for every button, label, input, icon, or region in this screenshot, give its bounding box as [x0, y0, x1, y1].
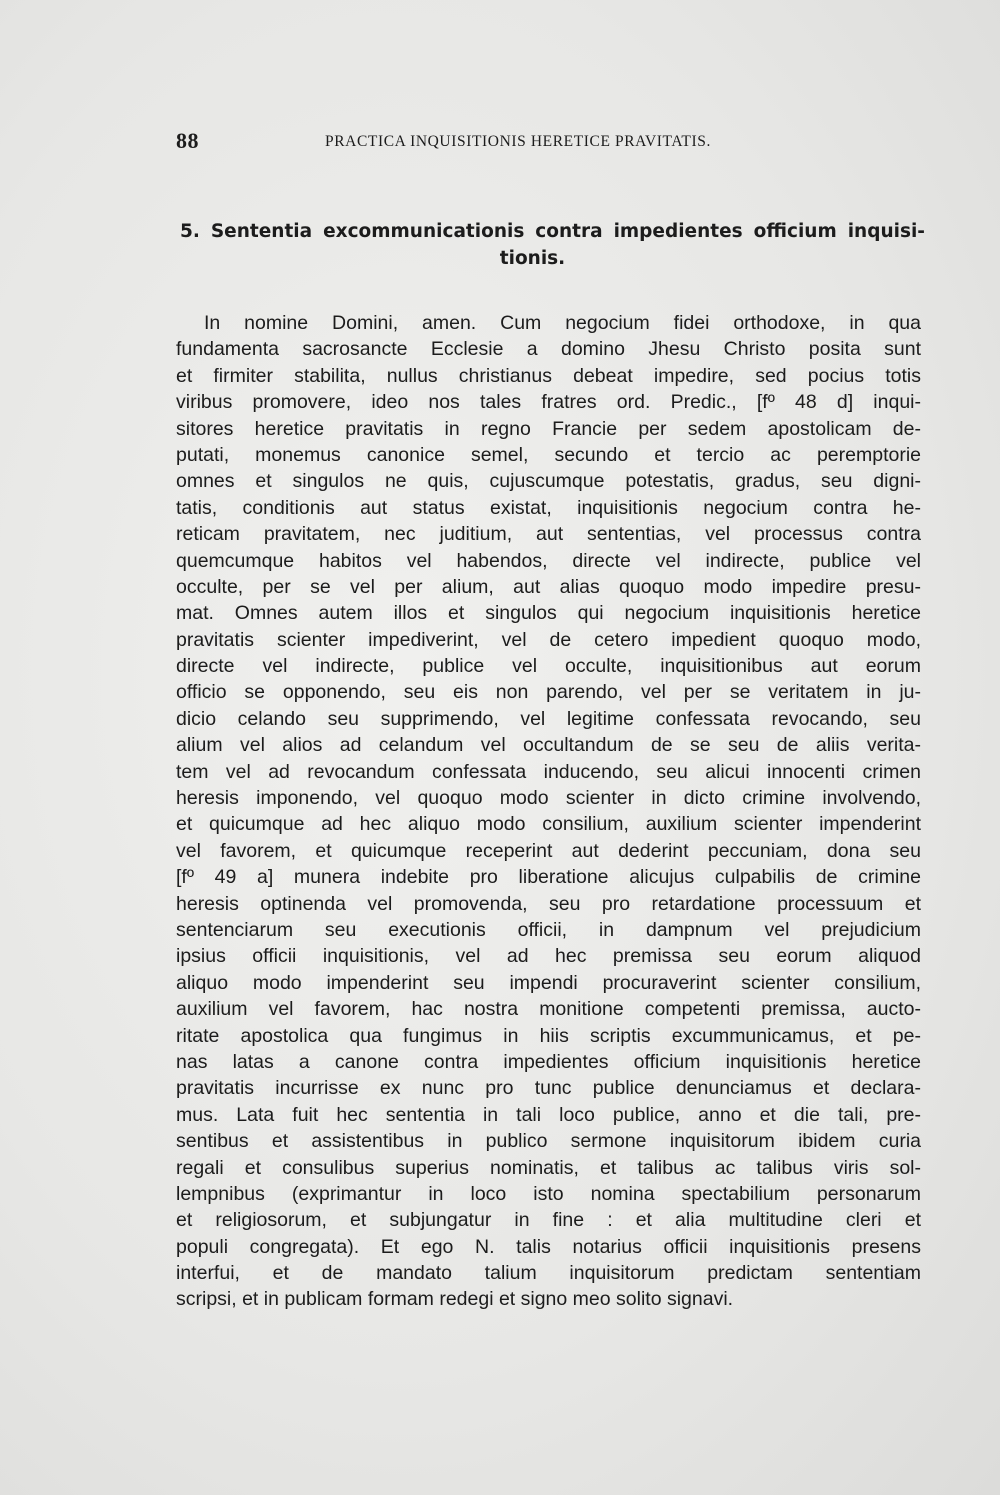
body-text [176, 310, 921, 1313]
text-line: sentibus et assistentibus in publico sermone inquisitorum ibidem curia [176, 1130, 921, 1153]
text-line: pravitatis incurrisse ex nunc pro tunc publice denunciamus et declara- [176, 1077, 921, 1100]
text-line: fundamenta sacrosancte Ecclesie a domino Jhesu Christo posita sunt [176, 338, 921, 361]
text-line: sitores heretice pravitatis in regno Francie per sedem apostolicam de- [176, 417, 921, 440]
text-line: quemcumque habitos vel habendos, directe vel indirecte, publice vel [176, 549, 921, 572]
text-line: officio se opponendo, seu eis non parendo, vel per se veritatem in ju- [176, 681, 921, 704]
text-line: pravitatis scienter impediverint, vel de cetero impedient quoquo modo, [176, 628, 921, 651]
text-line: auxilium vel favorem, hac nostra monitione competenti premissa, aucto- [176, 998, 921, 1021]
text-line: mus. Lata fuit hec sententia in tali loco publice, anno et die tali, pre- [176, 1103, 921, 1126]
page-header [176, 128, 776, 158]
text-line: et quicumque ad hec aliquo modo consilium, auxilium scienter impenderint [176, 813, 921, 836]
text-line: dicio celando seu supprimendo, vel legitime confessata revocando, seu [176, 707, 921, 730]
text-line: [fº 49 a] munera indebite pro liberatione alicujus culpabilis de crimine [176, 866, 921, 889]
text-line: et firmiter stabilita, nullus christianus debeat impedire, sed pocius totis [176, 364, 921, 387]
text-line: lempnibus (exprimantur in loco isto nomina spectabilium personarum [176, 1182, 921, 1205]
text-line: heresis imponendo, vel quoquo modo scienter in dicto crimine involvendo, [176, 787, 921, 810]
text-line: reticam pravitatem, nec juditium, aut sententias, vel processus contra [176, 523, 921, 546]
text-line: ritate apostolica qua fungimus in hiis scriptis excummunicamus, et pe- [176, 1024, 921, 1047]
text-line: heresis optinenda vel promovenda, seu pro retardatione processuum et [176, 892, 921, 915]
text-line: directe vel indirecte, publice vel occulte, inquisitionibus aut eorum [176, 655, 921, 678]
section-title-line: tionis. [499, 248, 566, 269]
text-line: tatis, conditionis aut status existat, inquisitionis negocium contra he- [176, 496, 921, 519]
text-line: vel favorem, et quicumque receperint aut dederint peccuniam, dona seu [176, 839, 921, 862]
text-line: ipsius officii inquisitionis, vel ad hec premissa seu eorum aliquod [176, 945, 921, 968]
text-line: In nomine Domini, amen. Cum negocium fidei orthodoxe, in qua [204, 312, 921, 334]
text-line: mat. Omnes autem illos et singulos qui negocium inquisitionis heretice [176, 602, 921, 625]
running-head: PRACTICA INQUISITIONIS HERETICE PRAVITATIS. [325, 133, 711, 150]
text-line: tem vel ad revocandum confessata inducendo, seu alicui innocenti crimen [176, 760, 921, 783]
page-number: 88 [176, 128, 199, 153]
text-line: et religiosorum, et subjungatur in fine : et alia multitudine cleri et [176, 1209, 921, 1232]
text-line: scripsi, et in publicam formam redegi et signo meo solito signavi. [176, 1288, 734, 1311]
text-line: alium vel alios ad celandum vel occultandum de se seu de aliis verita- [176, 734, 921, 757]
text-line: sentenciarum seu executionis officii, in dampnum vel prejudicium [176, 918, 921, 941]
text-line: aliquo modo impenderint seu impendi procuraverint scienter consilium, [176, 971, 921, 994]
text-line: nas latas a canone contra impedientes officium inquisitionis heretice [176, 1050, 921, 1073]
text-line: populi congregata). Et ego N. talis notarius officii inquisitionis presens [176, 1235, 921, 1258]
text-line: viribus promovere, ideo nos tales fratres ord. Predic., [fº 48 d] inqui- [176, 391, 921, 414]
section-title [180, 218, 925, 272]
text-line: putati, monemus canonice semel, secundo et tercio ac peremptorie [176, 443, 921, 466]
text-line: occulte, per se vel per alium, aut alias quoquo modo impedire presu- [176, 575, 921, 598]
text-line: omnes et singulos ne quis, cujuscumque potestatis, gradus, seu digni- [176, 470, 921, 493]
text-line: interfui, et de mandato talium inquisitorum predictam sententiam [176, 1262, 921, 1285]
section-title-line: 5. Sententia excommunicationis contra impedientes officium inquisi- [180, 221, 925, 242]
text-line: regali et consulibus superius nominatis, et talibus ac talibus viris sol- [176, 1156, 921, 1179]
